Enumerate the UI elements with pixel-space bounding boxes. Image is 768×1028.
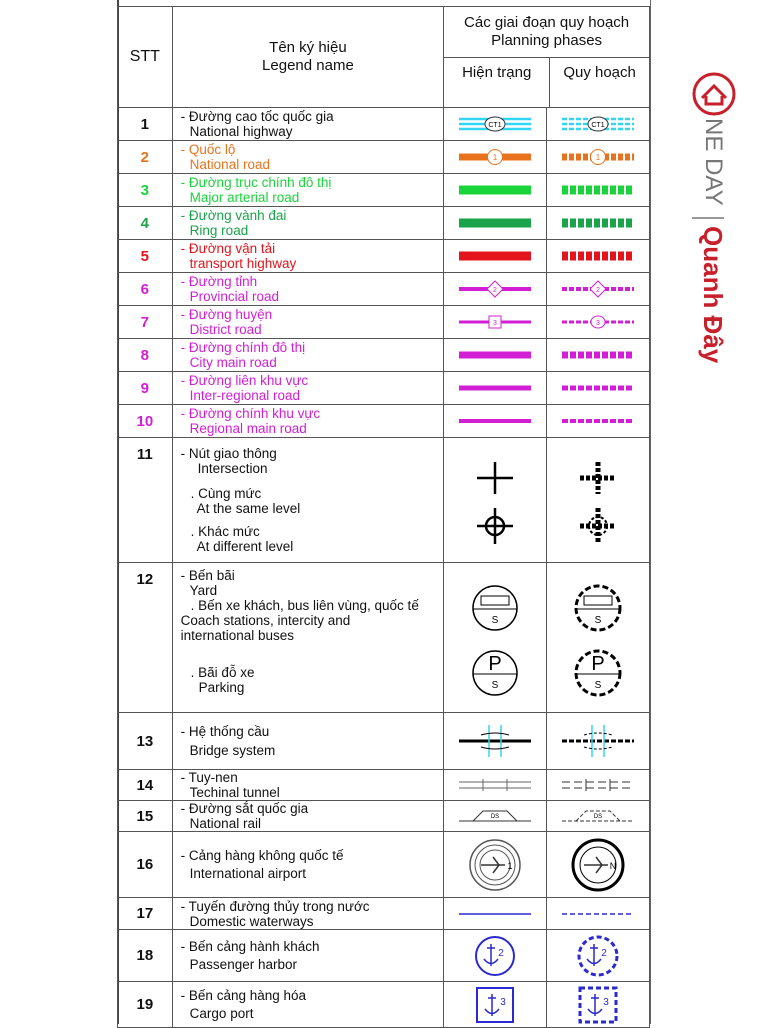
airport-symbol <box>465 837 525 893</box>
row-number: 14 <box>118 770 173 801</box>
row-label-en: Yard <box>189 583 218 598</box>
planned-symbol <box>547 207 650 240</box>
row-number: 6 <box>118 273 173 306</box>
brand-logo <box>690 70 750 400</box>
row-number: 8 <box>118 339 173 372</box>
provincial-road-badge: 2 <box>493 287 498 294</box>
current-symbol <box>444 306 547 339</box>
rail-symbol <box>457 807 533 825</box>
row-label-en: Intersection <box>197 461 268 476</box>
rail-badge: DS <box>490 814 500 820</box>
row-label-en: National road <box>189 157 270 172</box>
table-row <box>118 832 650 898</box>
row-number: 9 <box>118 372 173 405</box>
row-number: 4 <box>118 207 173 240</box>
regional-main-road-symbol <box>457 414 533 428</box>
phases-header <box>444 7 650 108</box>
current-symbol <box>444 713 547 770</box>
bus-station-symbol-planned <box>568 573 628 703</box>
airport-badge: 1 <box>507 860 513 871</box>
parking-s-label-planned: S <box>594 679 602 691</box>
row-number: 16 <box>118 832 173 898</box>
national-road-symbol <box>457 148 533 166</box>
row-number: 7 <box>118 306 173 339</box>
planned-symbol <box>547 770 650 801</box>
current-symbol <box>444 930 547 982</box>
district-road-badge-planned: 3 <box>596 320 600 327</box>
highway-badge-planned: CT1 <box>591 122 605 129</box>
planned-symbol <box>547 713 650 770</box>
row-number: 10 <box>118 405 173 438</box>
row-label-en: Ring road <box>189 223 249 238</box>
airport-badge-planned: N <box>609 860 617 871</box>
table-row <box>118 141 650 174</box>
rail-symbol-planned <box>560 807 636 825</box>
row-number: 18 <box>118 930 173 982</box>
legend-name-en: Legend name <box>262 57 354 74</box>
cargo-anchor-icon <box>470 984 520 1026</box>
table-row <box>118 174 650 207</box>
phases-vi: Các giai đoạn quy hoạch <box>464 14 630 31</box>
intersection-symbol <box>465 450 525 550</box>
planned-symbol <box>547 174 650 207</box>
current-symbol <box>444 273 547 306</box>
parking-p-label: P <box>488 652 502 675</box>
row-label-vi: - Bến bãi <box>180 568 235 583</box>
table-row <box>118 306 650 339</box>
current-symbol <box>444 982 547 1028</box>
current-symbol <box>444 108 547 141</box>
current-symbol <box>444 141 547 174</box>
row-number: 11 <box>118 438 173 563</box>
current-symbol <box>444 240 547 273</box>
highway-badge: CT1 <box>488 122 502 129</box>
row-number: 3 <box>118 174 173 207</box>
brand-text-1: NE DAY <box>700 118 727 206</box>
table-row <box>118 930 650 982</box>
inter-regional-road-symbol <box>457 381 533 395</box>
row-number: 12 <box>118 563 173 713</box>
row-label-en: Techinal tunnel <box>189 785 280 800</box>
row-label-vi: - Đường huyện <box>180 307 273 322</box>
planned-symbol <box>547 372 650 405</box>
row-label-vi: - Bến cảng hàng hóa <box>180 988 307 1003</box>
planned-symbol <box>547 898 650 930</box>
current-symbol <box>444 438 547 563</box>
sub1-label-vi: . Cùng mức <box>190 486 262 501</box>
row-label-vi: - Hệ thống cầu <box>180 724 270 739</box>
row-label-vi: - Đường sắt quốc gia <box>180 801 309 816</box>
district-road-symbol <box>457 313 533 331</box>
row-number: 1 <box>118 108 173 141</box>
row-label-vi: - Quốc lộ <box>180 142 236 157</box>
row-label-en: Major arterial road <box>189 190 300 205</box>
row-label-vi: - Cảng hàng không quốc tế <box>180 848 344 863</box>
current-symbol <box>444 770 547 801</box>
table-row <box>118 405 650 438</box>
cargo-anchor-icon-planned <box>573 984 623 1026</box>
bus-station-s-label: S <box>491 614 499 626</box>
row-label-vi: - Đường chính khu vực <box>180 406 321 421</box>
current-symbol <box>444 339 547 372</box>
current-header: Hiện trạng <box>444 58 550 107</box>
transport-highway-symbol-planned <box>560 249 636 263</box>
phases-en: Planning phases <box>491 32 603 49</box>
planned-symbol <box>547 240 650 273</box>
current-symbol <box>444 174 547 207</box>
table-row <box>118 563 650 713</box>
table-row <box>118 982 650 1028</box>
national-road-symbol-planned <box>560 148 636 166</box>
row-label-en: Domestic waterways <box>189 913 314 929</box>
table-row <box>118 207 650 240</box>
row-label-vi: - Đường vành đai <box>180 208 287 223</box>
table-row <box>118 273 650 306</box>
cargo-port-badge: 3 <box>500 996 506 1008</box>
bus-station-symbol <box>465 573 525 703</box>
row-number: 19 <box>118 982 173 1028</box>
row-number: 2 <box>118 141 173 174</box>
national-road-badge-planned: 1 <box>595 153 601 162</box>
row-number: 13 <box>118 713 173 770</box>
planned-symbol <box>547 141 650 174</box>
rail-badge-planned: DS <box>593 814 603 820</box>
sub1-label-en: Coach stations, intercity and international buses <box>180 613 351 643</box>
planned-symbol <box>547 339 650 372</box>
current-symbol <box>444 372 547 405</box>
regional-main-road-symbol-planned <box>560 414 636 428</box>
transport-highway-symbol <box>457 249 533 263</box>
row-label-vi: - Đường trục chính đô thị <box>180 175 332 190</box>
parking-s-label: S <box>491 679 499 691</box>
row-label-vi: - Tuy-nen <box>180 770 238 785</box>
table-row <box>118 770 650 801</box>
arterial-road-symbol <box>457 183 533 197</box>
tunnel-symbol <box>457 778 533 792</box>
provincial-road-badge-planned: 2 <box>596 287 600 294</box>
stt-header: STT <box>118 7 173 108</box>
sub2-label-en: Parking <box>198 680 245 695</box>
inter-regional-road-symbol-planned <box>560 381 636 395</box>
row-label-vi: - Đường cao tốc quốc gia <box>180 109 334 124</box>
waterway-symbol-planned <box>560 909 636 919</box>
row-label-en: transport highway <box>189 256 297 271</box>
bridge-symbol <box>455 721 535 761</box>
sub2-label-en: At different level <box>196 539 294 554</box>
row-label-vi: - Đường chính đô thị <box>180 340 306 355</box>
waterway-symbol <box>457 909 533 919</box>
current-symbol <box>444 207 547 240</box>
row-label-en: Cargo port <box>189 1006 254 1021</box>
passenger-harbor-badge: 2 <box>498 947 504 959</box>
planned-symbol <box>547 930 650 982</box>
row-label-en: International airport <box>189 866 306 881</box>
arterial-road-symbol-planned <box>560 183 636 197</box>
current-symbol <box>444 801 547 832</box>
brand-text-2: Quanh Đây <box>698 226 728 364</box>
row-label-vi: - Đường vận tải <box>180 241 276 256</box>
airport-symbol-planned <box>568 837 628 893</box>
highway-symbol-planned <box>560 115 636 133</box>
row-number: 17 <box>118 898 173 930</box>
planned-symbol <box>547 438 650 563</box>
intersection-symbol-planned <box>568 450 628 550</box>
anchor-icon <box>470 934 520 978</box>
row-label-en: Inter-regional road <box>189 388 300 403</box>
planned-symbol <box>547 982 650 1028</box>
current-symbol <box>444 563 547 713</box>
bridge-symbol-planned <box>558 721 638 761</box>
row-label-vi: - Bến cảng hành khách <box>180 939 320 954</box>
planned-symbol <box>547 108 650 141</box>
district-road-badge: 3 <box>493 320 498 327</box>
row-label-en: City main road <box>189 355 277 370</box>
row-label-vi: - Nút giao thông <box>180 446 277 461</box>
ring-road-symbol <box>457 216 533 230</box>
row-label-en: District road <box>189 322 262 337</box>
legend-name-vi: Tên ký hiệu <box>269 39 347 56</box>
planned-header: Quy hoạch <box>563 64 636 81</box>
planned-symbol <box>547 306 650 339</box>
tunnel-symbol-planned <box>560 778 636 792</box>
planned-symbol <box>547 563 650 713</box>
current-symbol <box>444 898 547 930</box>
current-symbol <box>444 405 547 438</box>
table-row <box>118 108 650 141</box>
sub2-label-vi: . Bãi đỗ xe <box>190 665 255 680</box>
row-label-en: Provincial road <box>189 289 279 304</box>
city-main-road-symbol-planned <box>560 348 636 362</box>
sub1-label-vi: . Bến xe khách, bus liên vùng, quốc tế <box>190 598 419 613</box>
row-label-vi: - Tuyến đường thủy trong nước <box>180 898 370 914</box>
table-row <box>118 713 650 770</box>
header-row <box>118 7 650 108</box>
row-label-en: National rail <box>189 816 261 831</box>
provincial-road-symbol <box>457 280 533 298</box>
table-row <box>118 438 650 563</box>
passenger-harbor-badge-planned: 2 <box>601 947 607 959</box>
highway-symbol <box>457 115 533 133</box>
bus-station-s-label-planned: S <box>594 614 602 626</box>
row-label-en: National highway <box>189 124 293 139</box>
table-row <box>118 240 650 273</box>
row-label-en: Passenger harbor <box>189 957 297 972</box>
legend-table <box>117 6 650 1028</box>
row-label-vi: - Đường tỉnh <box>180 274 258 289</box>
planned-symbol <box>547 832 650 898</box>
row-label-en: Bridge system <box>189 743 276 758</box>
cargo-port-badge-planned: 3 <box>603 996 609 1008</box>
row-number: 15 <box>118 801 173 832</box>
city-main-road-symbol <box>457 348 533 362</box>
sub2-label-vi: . Khác mức <box>190 524 260 539</box>
provincial-road-symbol-planned <box>560 280 636 298</box>
anchor-icon-planned <box>573 934 623 978</box>
legend-name-header <box>172 7 444 108</box>
current-symbol <box>444 832 547 898</box>
row-label-vi: - Đường liên khu vực <box>180 373 309 388</box>
table-row <box>118 339 650 372</box>
planned-symbol <box>547 405 650 438</box>
planned-symbol <box>547 801 650 832</box>
district-road-symbol-planned <box>560 313 636 331</box>
parking-p-label-planned: P <box>591 652 605 675</box>
national-road-badge: 1 <box>492 153 498 162</box>
row-label-en: Regional main road <box>189 421 307 436</box>
planned-symbol <box>547 273 650 306</box>
table-row <box>118 372 650 405</box>
ring-road-symbol-planned <box>560 216 636 230</box>
row-number: 5 <box>118 240 173 273</box>
table-row <box>118 801 650 832</box>
table-row <box>118 898 650 930</box>
sub1-label-en: At the same level <box>196 501 301 516</box>
